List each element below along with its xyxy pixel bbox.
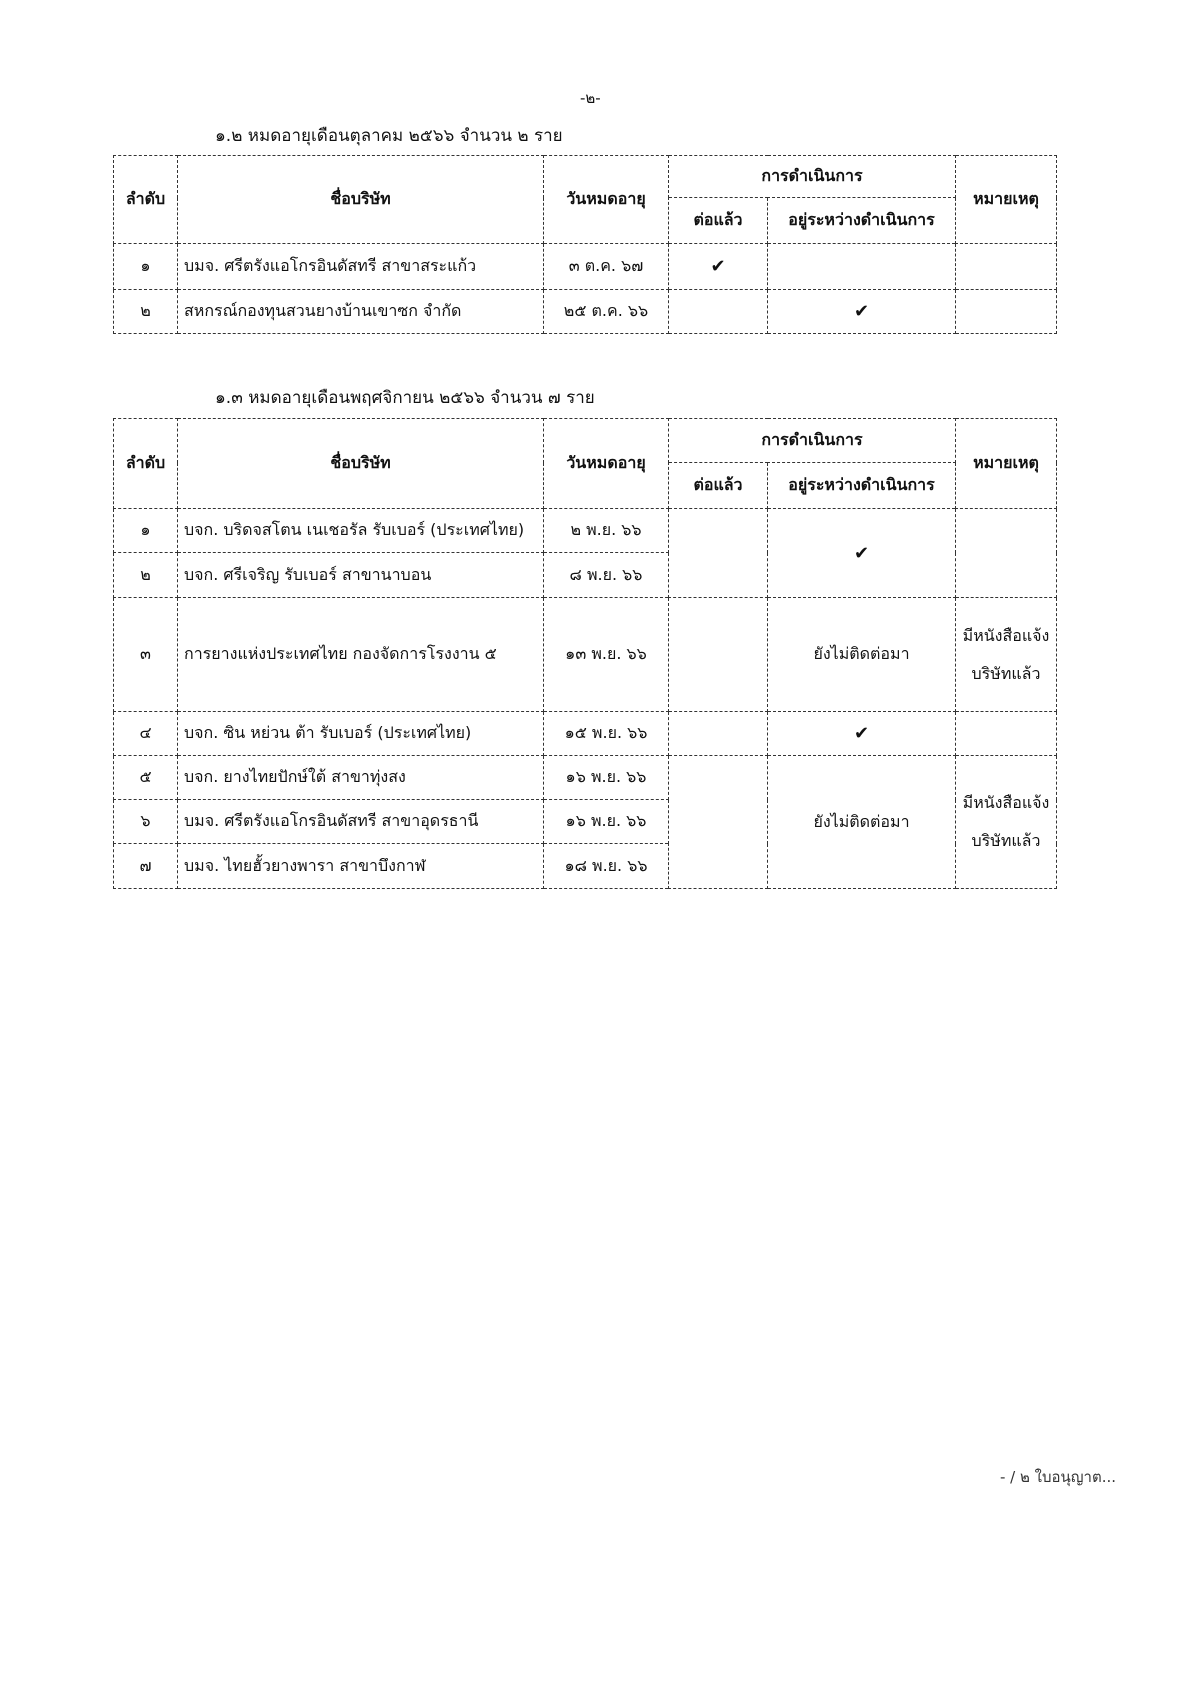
row-expiry: ๘ พ.ย. ๖๖ (544, 553, 669, 598)
row-expiry: ๑๓ พ.ย. ๖๖ (544, 598, 669, 712)
row-renewed (669, 509, 768, 598)
row-expiry: ๒๕ ต.ค. ๖๖ (544, 290, 669, 334)
row-remark: มีหนังสือแจ้งบริษัทแล้ว (956, 598, 1057, 712)
row-remark (956, 509, 1057, 598)
row-name: บจก. ศรีเจริญ รับเบอร์ สาขานาบอน (178, 553, 544, 598)
table-row (114, 712, 1057, 756)
row-name: การยางแห่งประเทศไทย กองจัดการโรงงาน ๕ (178, 598, 544, 712)
check-icon: ✔ (768, 712, 956, 756)
row-name: บมจ. ไทยฮั้วยางพารา สาขาบึงกาฬ (178, 844, 544, 889)
table-row (114, 290, 1057, 334)
row-name: บจก. ซิน หย่วน ต้า รับเบอร์ (ประเทศไทย) (178, 712, 544, 756)
check-icon: ✔ (669, 244, 768, 290)
row-name: บมจ. ศรีตรังแอโกรอินดัสทรี สาขาสระแก้ว (178, 244, 544, 290)
header-expiry: วันหมดอายุ (544, 156, 669, 244)
header-in-progress: อยู่ระหว่างดำเนินการ (768, 463, 956, 509)
row-status: ยังไม่ติดต่อมา (768, 598, 956, 712)
header-in-progress: อยู่ระหว่างดำเนินการ (768, 198, 956, 244)
row-renewed (669, 598, 768, 712)
row-status: ยังไม่ติดต่อมา (768, 756, 956, 889)
table-row (114, 244, 1057, 290)
header-name: ชื่อบริษัท (178, 419, 544, 509)
row-no: ๒ (114, 290, 178, 334)
row-no: ๔ (114, 712, 178, 756)
header-no: ลำดับ (114, 156, 178, 244)
row-remark (956, 244, 1057, 290)
row-expiry: ๑๕ พ.ย. ๖๖ (544, 712, 669, 756)
header-renewed: ต่อแล้ว (669, 463, 768, 509)
row-expiry: ๒ พ.ย. ๖๖ (544, 509, 669, 553)
header-action: การดำเนินการ (669, 419, 956, 463)
row-no: ๑ (114, 244, 178, 290)
row-no: ๕ (114, 756, 178, 800)
table-november (113, 418, 1057, 889)
row-name: บจก. ยางไทยปักษ์ใต้ สาขาทุ่งสง (178, 756, 544, 800)
header-remark: หมายเหตุ (956, 156, 1057, 244)
header-no: ลำดับ (114, 419, 178, 509)
check-icon: ✔ (768, 509, 956, 598)
row-renewed (669, 290, 768, 334)
table-row (114, 756, 1057, 800)
section-2-title: ๑.๓ หมดอายุเดือนพฤศจิกายน ๒๕๖๖ จำนวน ๗ ราย (215, 388, 595, 408)
row-no: ๗ (114, 844, 178, 889)
row-remark (956, 290, 1057, 334)
page-number: -๒- (580, 89, 601, 107)
row-expiry: ๑๘ พ.ย. ๖๖ (544, 844, 669, 889)
row-expiry: ๓ ต.ค. ๖๗ (544, 244, 669, 290)
table-row (114, 509, 1057, 553)
row-no: ๑ (114, 509, 178, 553)
header-name: ชื่อบริษัท (178, 156, 544, 244)
row-no: ๖ (114, 800, 178, 844)
header-expiry: วันหมดอายุ (544, 419, 669, 509)
row-remark: มีหนังสือแจ้งบริษัทแล้ว (956, 756, 1057, 889)
row-name: สหกรณ์กองทุนสวนยางบ้านเขาซก จำกัด (178, 290, 544, 334)
check-icon: ✔ (768, 290, 956, 334)
continuation-note: - / ๒ ใบอนุญาต... (1000, 1468, 1117, 1486)
header-remark: หมายเหตุ (956, 419, 1057, 509)
table-row (114, 598, 1057, 712)
row-renewed (669, 712, 768, 756)
row-name: บมจ. ศรีตรังแอโกรอินดัสทรี สาขาอุดรธานี (178, 800, 544, 844)
row-no: ๓ (114, 598, 178, 712)
row-renewed (669, 756, 768, 889)
row-remark (956, 712, 1057, 756)
row-name: บจก. บริดจสโตน เนเชอรัล รับเบอร์ (ประเทศไทย) (178, 509, 544, 553)
header-action: การดำเนินการ (669, 156, 956, 198)
row-expiry: ๑๖ พ.ย. ๖๖ (544, 756, 669, 800)
section-1-title: ๑.๒ หมดอายุเดือนตุลาคม ๒๕๖๖ จำนวน ๒ ราย (215, 126, 563, 146)
row-in-progress (768, 244, 956, 290)
row-expiry: ๑๖ พ.ย. ๖๖ (544, 800, 669, 844)
row-no: ๒ (114, 553, 178, 598)
table-october (113, 155, 1057, 334)
header-renewed: ต่อแล้ว (669, 198, 768, 244)
